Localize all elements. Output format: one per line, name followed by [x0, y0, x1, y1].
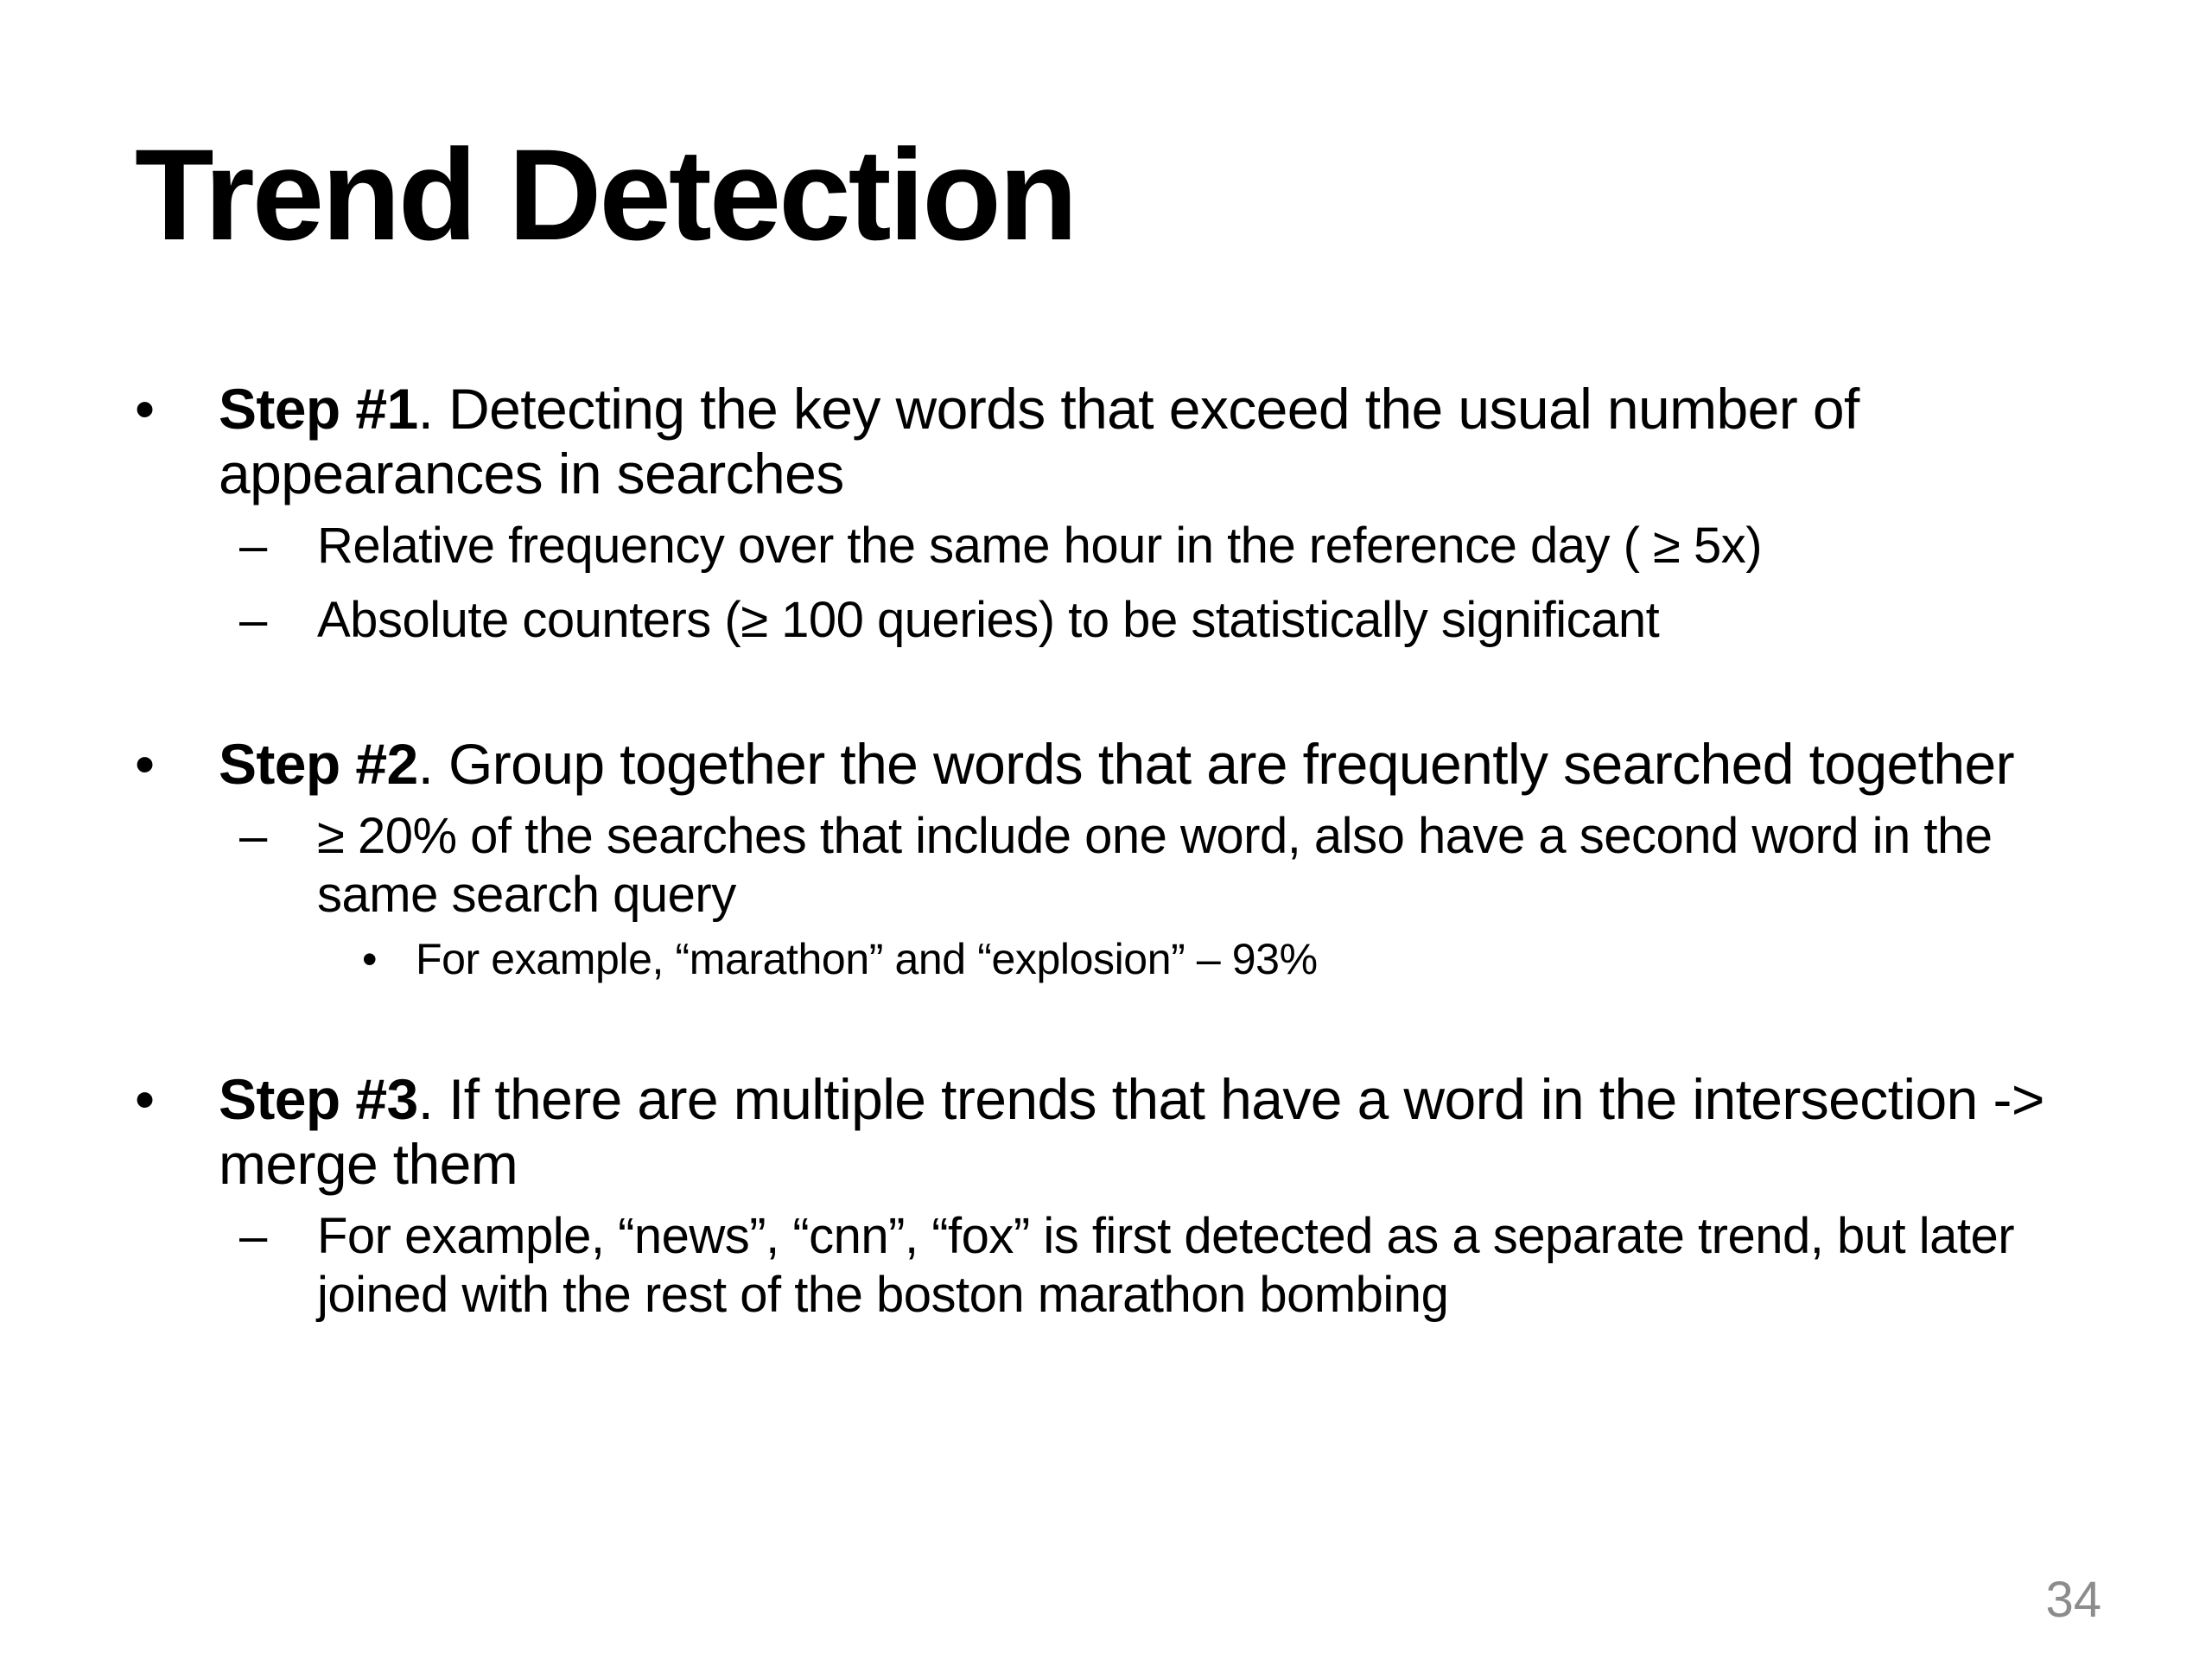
step-1-subpoint-1-text: Relative frequency over the same hour in the reference day ( ≥ 5x) — [317, 518, 1763, 574]
step-1-label: Step #1 — [219, 377, 418, 441]
step-1-text: . Detecting the key words that exceed the usual number of appearances in searches — [219, 377, 1859, 505]
step-2-subpoint-1-text: ≥ 20% of the searches that include one word, also have a second word in the same search query — [317, 808, 1993, 923]
step-2-subpoint-1 — [239, 807, 2122, 925]
bullet-icon: • — [135, 377, 155, 441]
step-3-text: . If there are multiple trends that have a word in the intersection -> merge them — [219, 1067, 2044, 1196]
page-number: 34 — [2045, 1572, 2101, 1628]
step-3-subpoint-1-text: For example, “news”, “cnn”, “fox” is first detected as a separate trend, but later joined with the rest of the boston marathon bombing — [317, 1208, 2015, 1323]
slide-content — [135, 377, 2122, 1325]
step-1-subpoint-2 — [239, 591, 2122, 650]
bullet-icon: • — [135, 1067, 155, 1131]
step-2-bullet — [135, 732, 2122, 797]
bullet-icon: • — [135, 732, 155, 796]
step-3-subpoint-1 — [239, 1207, 2122, 1325]
slide-title: Trend Detection — [135, 122, 1076, 267]
bullet-icon: • — [362, 935, 378, 983]
dash-icon: – — [239, 518, 267, 574]
step-2-subsubpoint-1-text: For example, “marathon” and “explosion” – 93% — [416, 935, 1318, 983]
step-2-label: Step #2 — [219, 732, 418, 796]
step-1-subpoint-1 — [239, 517, 2122, 575]
dash-icon: – — [239, 1208, 267, 1264]
step-2-subsubpoint-1 — [362, 933, 2122, 985]
dash-icon: – — [239, 592, 267, 648]
step-3-label: Step #3 — [219, 1067, 418, 1131]
step-1-bullet — [135, 377, 2122, 506]
step-3-bullet — [135, 1067, 2122, 1197]
step-1-subpoint-2-text: Absolute counters (≥ 100 queries) to be statistically significant — [317, 592, 1660, 648]
step-2-text: . Group together the words that are frequently searched together — [417, 732, 2014, 796]
dash-icon: – — [239, 808, 267, 864]
